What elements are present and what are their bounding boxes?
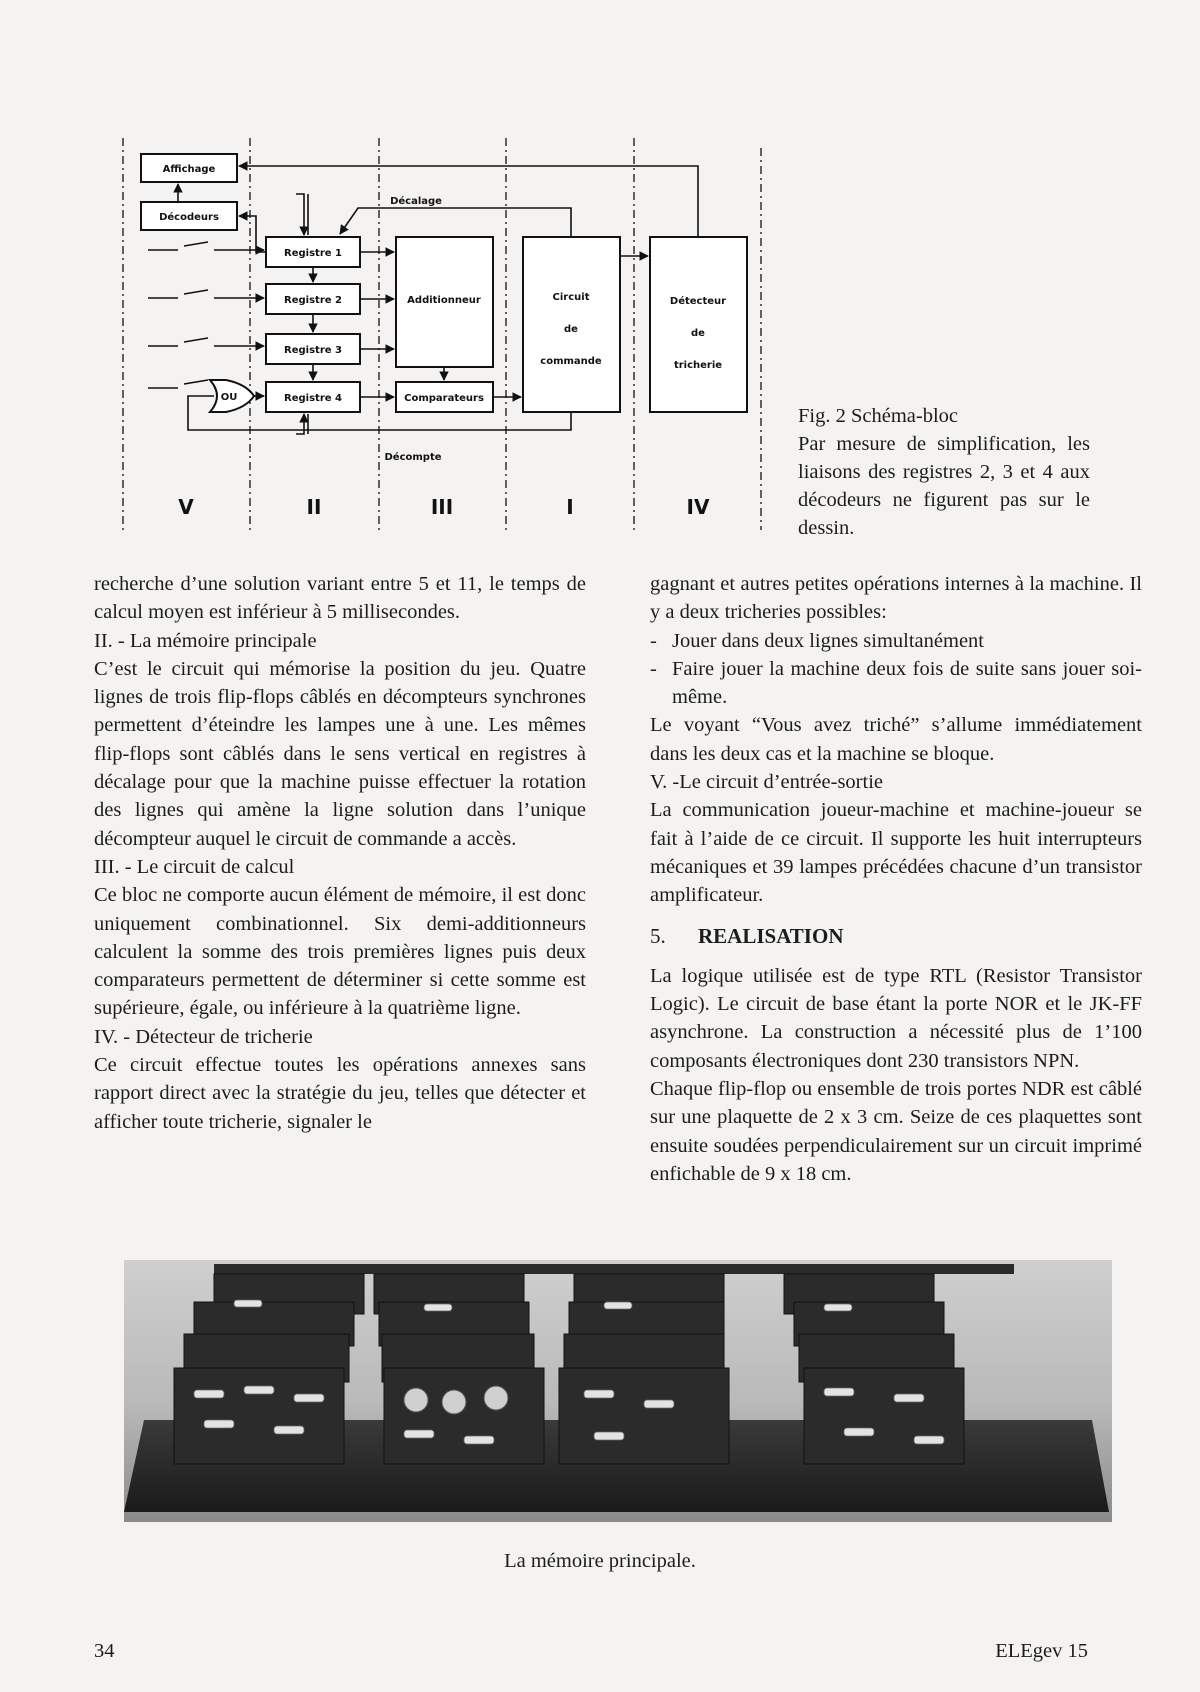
- paragraph: La logique utilisée est de type RTL (Resistor Transistor Logic). Le circuit de base étant la porte NOR et le JK-FF asynchrone. La construction a nécessité plus de 1’100 composants électroniques dont 230 transistors NPN.: [650, 964, 1142, 1072]
- zone-label-iv: IV: [686, 495, 710, 519]
- paragraph: Le voyant “Vous avez triché” s’allume immédiatement dans les deux cas et la machine se bloque.: [650, 714, 1142, 765]
- detecteur-label-3: tricherie: [673, 360, 723, 371]
- paragraph: La communication joueur-machine et machine-joueur se fait à l’aide de ce circuit. Il supporte les huit interrupteurs mécaniques et 39 lampes précédées chacune d’un transistor amplificateur.: [650, 799, 1142, 907]
- right-column: [650, 570, 1142, 1188]
- paragraph: Ce circuit effectue toutes les opérations annexes sans rapport direct avec la stratégie du jeu, telles que détecter et afficher toute tricherie, signaler le: [94, 1054, 586, 1133]
- section-title: REALISATION: [698, 923, 844, 948]
- list-item: [650, 655, 1142, 712]
- ou-label: OU: [220, 392, 238, 403]
- subheading-calcul: III. - Le circuit de calcul: [94, 855, 295, 878]
- registre-4-label: Registre 4: [284, 393, 342, 404]
- paragraph: gagnant et autres petites opérations internes à la machine. Il y a deux tricheries possibles:: [650, 573, 1142, 624]
- figure-caption: [798, 402, 1090, 542]
- affichage-label: Affichage: [162, 164, 216, 175]
- page-number: 34: [94, 1640, 115, 1662]
- left-column: [94, 570, 586, 1136]
- photo-caption: La mémoire principale.: [504, 1550, 696, 1572]
- decompte-label: Décompte: [384, 452, 442, 463]
- circuit-label-3: commande: [540, 356, 602, 367]
- list-item-text: Jouer dans deux lignes simultanément: [672, 629, 984, 652]
- detecteur-de-tricherie-box: [650, 237, 747, 412]
- detecteur-label-1: Détecteur: [669, 296, 727, 307]
- decalage-label: Décalage: [390, 196, 442, 207]
- journal-name: ELEgev 15: [995, 1640, 1088, 1662]
- circuit-label-2: de: [564, 324, 578, 335]
- zone-label-ii: II: [306, 495, 322, 519]
- comparateurs-label: Comparateurs: [404, 393, 484, 404]
- additionneur-label: Additionneur: [407, 295, 481, 306]
- subheading-entree-sortie: V. -Le circuit d’entrée-sortie: [650, 771, 883, 794]
- subheading-detecteur: IV. - Détecteur de tricherie: [94, 1025, 313, 1048]
- list-item-text: Faire jouer la machine deux fois de suite sans jouer soi-même.: [672, 657, 1142, 709]
- paragraph: Chaque flip-flop ou ensemble de trois portes NDR est câblé sur une plaquette de 2 x 3 cm. Seize de ces plaquettes sont ensuite soudées perpendiculairement sur un circuit imprimé enfichable de 9 x 18 cm.: [650, 1078, 1142, 1185]
- registre-3-label: Registre 3: [284, 345, 342, 356]
- list-dash: -: [650, 657, 657, 680]
- list-item: [650, 627, 1142, 655]
- subheading-memoire: II. - La mémoire principale: [94, 629, 317, 652]
- list-dash: -: [650, 629, 657, 652]
- figure-caption-title: Fig. 2 Schéma-bloc: [798, 405, 958, 427]
- figure-caption-text: Par mesure de simplification, les liaisons des registres 2, 3 et 4 aux décodeurs ne figurent pas sur le dessin.: [798, 433, 1090, 539]
- zone-label-v: V: [178, 495, 194, 519]
- paragraph: C’est le circuit qui mémorise la position du jeu. Quatre lignes de trois flip-flops câblés en décompteurs synchrones permettent d’éteindre les lampes une à une. Les mêmes flip-flops sont câblés dans le sens vertical en registres à décalage pour que la machine puisse effectuer la rotation des lignes qui amène la ligne solution dans l’unique décompteur auquel le circuit de commande a accès.: [94, 657, 586, 850]
- memory-board-photo: [124, 1260, 1112, 1522]
- section-heading: [650, 922, 1142, 950]
- zone-label-i: I: [566, 495, 574, 519]
- registre-1-label: Registre 1: [284, 248, 342, 259]
- paragraph: recherche d’une solution variant entre 5 et 11, le temps de calcul moyen est inférieur à 5 millisecondes.: [94, 573, 586, 624]
- decodeurs-label: Décodeurs: [159, 212, 219, 223]
- section-number: 5.: [650, 923, 666, 948]
- circuit-label-1: Circuit: [552, 292, 590, 303]
- registre-2-label: Registre 2: [284, 295, 342, 306]
- paragraph: Ce bloc ne comporte aucun élément de mémoire, il est donc uniquement combinationnel. Six demi-additionneurs calculent la somme des trois premières lignes puis deux comparateurs permettent de déterminer si cette somme est supérieure, égale, ou inférieure à la quatrième ligne.: [94, 884, 586, 1020]
- zone-label-iii: III: [430, 495, 454, 519]
- detecteur-label-2: de: [691, 328, 705, 339]
- block-diagram: [118, 138, 768, 538]
